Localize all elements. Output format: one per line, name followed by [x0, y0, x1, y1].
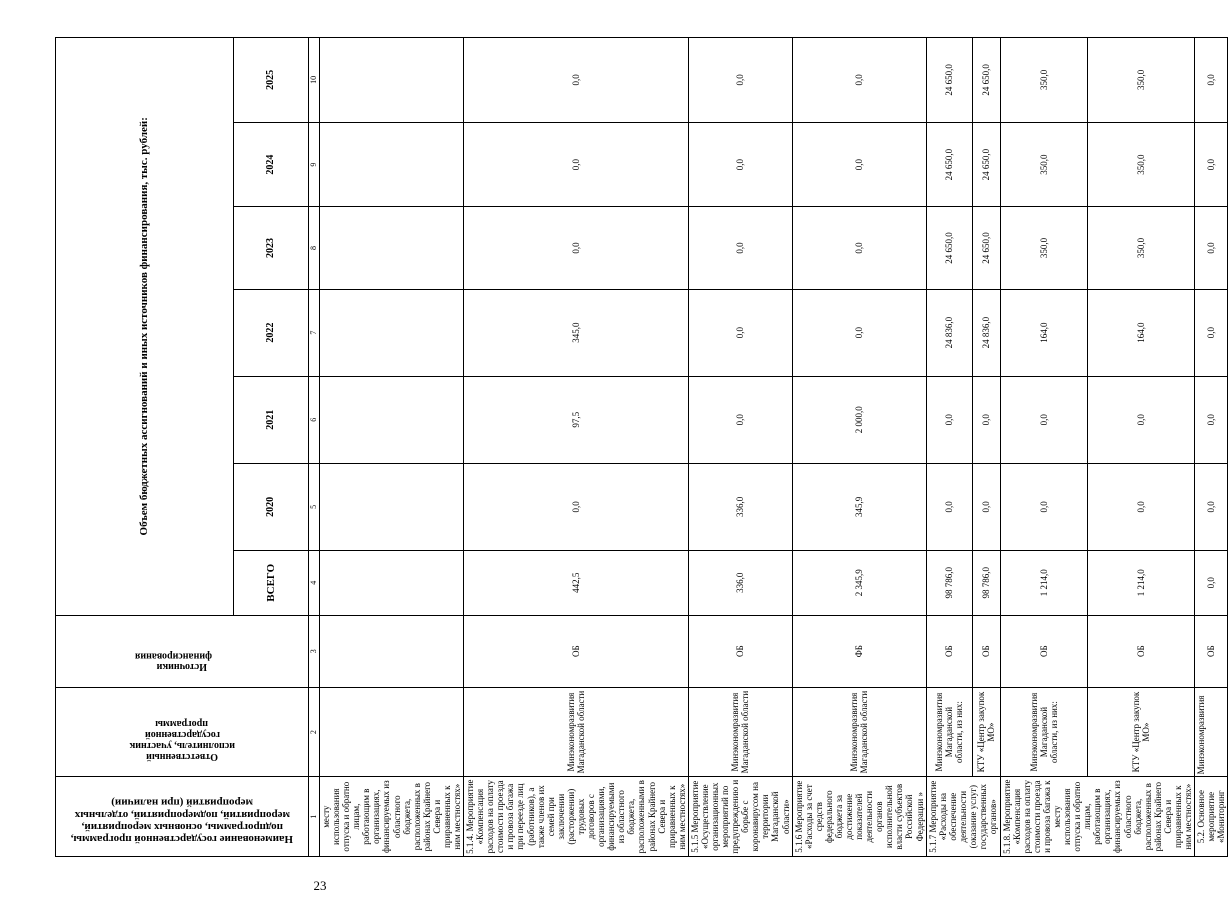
- header-col-name: Наименование государственной программы, подпрограммы, основных мероприятий, мероприятий, подмероприятий, отдельных мероприятий (при наличии): [56, 777, 309, 857]
- row-source: ОБ: [688, 615, 792, 687]
- column-number: 2: [309, 687, 320, 777]
- row-value-2024: 24 650,0: [972, 122, 1000, 207]
- table-row: [1088, 38, 1195, 857]
- row-value-2021: 0,0: [926, 376, 972, 463]
- row-source: ОБ: [1000, 615, 1088, 687]
- row-value-2024: 0,0: [464, 122, 689, 207]
- row-value-2020: 336,0: [688, 463, 792, 550]
- row-value-2022: 345,0: [464, 289, 689, 376]
- row-executor: Минэкономразвития Магаданской области: [688, 687, 792, 777]
- row-value-2021: [320, 376, 464, 463]
- table-row: [688, 38, 792, 857]
- row-total: [320, 550, 464, 615]
- row-value-2023: [320, 207, 464, 289]
- row-value-2020: 0,0: [1195, 463, 1228, 550]
- row-name: месту использования отпуска и обратно лицам, работающим в организациях, финансируемых из областного бюджета, расположенных в районах Крайнего Севера и приравненных к ним местностях»: [320, 777, 464, 857]
- row-executor: Минэкономразвития Магаданской области: [792, 687, 926, 777]
- row-executor: Минэкономразвития: [1195, 687, 1228, 777]
- row-value-2022: 0,0: [688, 289, 792, 376]
- column-number-row: [309, 38, 320, 857]
- row-value-2024: 350,0: [1000, 122, 1088, 207]
- header-col-total: ВСЕГО: [233, 550, 308, 615]
- row-executor: КТУ «Центр закупок МО»: [1088, 687, 1195, 777]
- column-number: 4: [309, 550, 320, 615]
- row-value-2021: 0,0: [688, 376, 792, 463]
- row-value-2021: 0,0: [1088, 376, 1195, 463]
- row-source: ОБ: [464, 615, 689, 687]
- row-value-2024: 0,0: [1195, 122, 1228, 207]
- row-name: 5.1.7 Мероприятие «Расходы на обеспечение деятельности (оказание услуг) государственных органов»: [926, 777, 1000, 857]
- row-source: ОБ: [1088, 615, 1195, 687]
- row-source: ФБ: [792, 615, 926, 687]
- row-value-2022: [320, 289, 464, 376]
- row-value-2025: 0,0: [1195, 38, 1228, 123]
- row-source: ОБ: [1195, 615, 1228, 687]
- column-number: 3: [309, 615, 320, 687]
- row-total: 336,0: [688, 550, 792, 615]
- header-year-2021: 2021: [233, 376, 308, 463]
- row-value-2025: 24 650,0: [926, 38, 972, 123]
- row-value-2020: 0,0: [1000, 463, 1088, 550]
- row-value-2021: 0,0: [1000, 376, 1088, 463]
- row-total: 442,5: [464, 550, 689, 615]
- row-value-2025: 0,0: [792, 38, 926, 123]
- row-source: ОБ: [972, 615, 1000, 687]
- row-value-2023: 0,0: [688, 207, 792, 289]
- header-col-executor: Ответственный исполнитель, участник государственной программы: [56, 687, 309, 777]
- row-value-2024: 0,0: [688, 122, 792, 207]
- column-number: 10: [309, 38, 320, 123]
- page-number: 23: [313, 878, 327, 893]
- row-value-2021: 0,0: [1195, 376, 1228, 463]
- table-row: [926, 38, 972, 857]
- column-number: 5: [309, 463, 320, 550]
- row-value-2024: 24 650,0: [926, 122, 972, 207]
- row-value-2022: 164,0: [1000, 289, 1088, 376]
- column-number: 9: [309, 122, 320, 207]
- row-value-2025: [320, 38, 464, 123]
- row-name: 5.1.8. Мероприятие «Компенсация расходов на оплату стоимости проезда и провоза багажа к месту использования отпуска и обратно лицам, работающим в организациях, финансируемых из областного бюджета, расположенных в районах Крайнего Севера и приравненных к ним местностях»: [1000, 777, 1194, 857]
- row-value-2024: [320, 122, 464, 207]
- row-value-2023: 24 650,0: [926, 207, 972, 289]
- row-value-2022: 164,0: [1088, 289, 1195, 376]
- row-value-2023: 24 650,0: [972, 207, 1000, 289]
- row-value-2024: 350,0: [1088, 122, 1195, 207]
- row-value-2021: 97,5: [464, 376, 689, 463]
- column-number: 6: [309, 376, 320, 463]
- row-total: 98 786,0: [972, 550, 1000, 615]
- row-name: 5.1.5 Мероприятие «Осуществление организационных мероприятий по предупреждению и борьбе с коронавирусом на территории Магаданской области»: [688, 777, 792, 857]
- row-value-2024: 0,0: [792, 122, 926, 207]
- row-value-2022: 0,0: [1195, 289, 1228, 376]
- row-value-2023: 350,0: [1088, 207, 1195, 289]
- column-number: 7: [309, 289, 320, 376]
- row-value-2025: 350,0: [1000, 38, 1088, 123]
- row-value-2025: 0,0: [464, 38, 689, 123]
- table-row: [792, 38, 926, 857]
- row-executor: Минэкономразвития Магаданской области, из них:: [926, 687, 972, 777]
- row-source: [320, 615, 464, 687]
- row-value-2023: 0,0: [464, 207, 689, 289]
- row-value-2025: 24 650,0: [972, 38, 1000, 123]
- row-value-2023: 0,0: [1195, 207, 1228, 289]
- table-row: [464, 38, 689, 857]
- header-col-finance: Объем бюджетных ассигнований и иных источников финансирования, тыс. рублей:: [56, 38, 234, 616]
- row-value-2021: 2 000,0: [792, 376, 926, 463]
- row-source: ОБ: [926, 615, 972, 687]
- row-total: 1 214,0: [1088, 550, 1195, 615]
- row-value-2020: 0,0: [464, 463, 689, 550]
- row-executor: Минэкономразвития Магаданской области: [464, 687, 689, 777]
- column-number: 1: [309, 777, 320, 857]
- header-year-2023: 2023: [233, 207, 308, 289]
- row-value-2025: 350,0: [1088, 38, 1195, 123]
- row-value-2022: 24 836,0: [926, 289, 972, 376]
- table-row: [1000, 38, 1088, 857]
- table-row: [1195, 38, 1228, 857]
- row-total: 98 786,0: [926, 550, 972, 615]
- row-value-2021: 0,0: [972, 376, 1000, 463]
- header-year-2020: 2020: [233, 463, 308, 550]
- row-total: 2 345,9: [792, 550, 926, 615]
- row-name: 5.2. Основное мероприятие «Мониторинг: [1195, 777, 1228, 857]
- row-total: 0,0: [1195, 550, 1228, 615]
- row-value-2020: 345,9: [792, 463, 926, 550]
- header-year-2022: 2022: [233, 289, 308, 376]
- row-value-2020: 0,0: [972, 463, 1000, 550]
- column-number: 8: [309, 207, 320, 289]
- row-executor: [320, 687, 464, 777]
- header-year-2024: 2024: [233, 122, 308, 207]
- table-row: [320, 38, 464, 857]
- program-finance-table: [55, 37, 1228, 857]
- table-row: [972, 38, 1000, 857]
- row-value-2023: 350,0: [1000, 207, 1088, 289]
- row-value-2020: 0,0: [1088, 463, 1195, 550]
- row-value-2023: 0,0: [792, 207, 926, 289]
- row-value-2022: 24 836,0: [972, 289, 1000, 376]
- rotated-table-page: [55, 37, 1227, 857]
- row-executor: Минэкономразвития Магаданской области, из них:: [1000, 687, 1088, 777]
- row-value-2025: 0,0: [688, 38, 792, 123]
- row-name: 5.1.4. Мероприятие «Компенсация расходов на оплату стоимости проезда и провоза багажа при переезде лиц (работников), а также членов их семей при заключении (расторжении) трудовых договоров с организациями, финансируемыми из областного бюджета, расположенными в районах Крайнего Севера и приравненных к ним местностях»: [464, 777, 689, 857]
- row-value-2022: 0,0: [792, 289, 926, 376]
- row-executor: КТУ «Центр закупок МО»: [972, 687, 1000, 777]
- row-value-2020: [320, 463, 464, 550]
- row-name: 5.1.6 Мероприятие «Расходы за счет средств федерального бюджета за достижение показателей деятельности органов исполнительной власти субъектов Российской Федерации »: [792, 777, 926, 857]
- header-col-source: Источники финансирования: [56, 615, 309, 687]
- row-total: 1 214,0: [1000, 550, 1088, 615]
- header-year-2025: 2025: [233, 38, 308, 123]
- row-value-2020: 0,0: [926, 463, 972, 550]
